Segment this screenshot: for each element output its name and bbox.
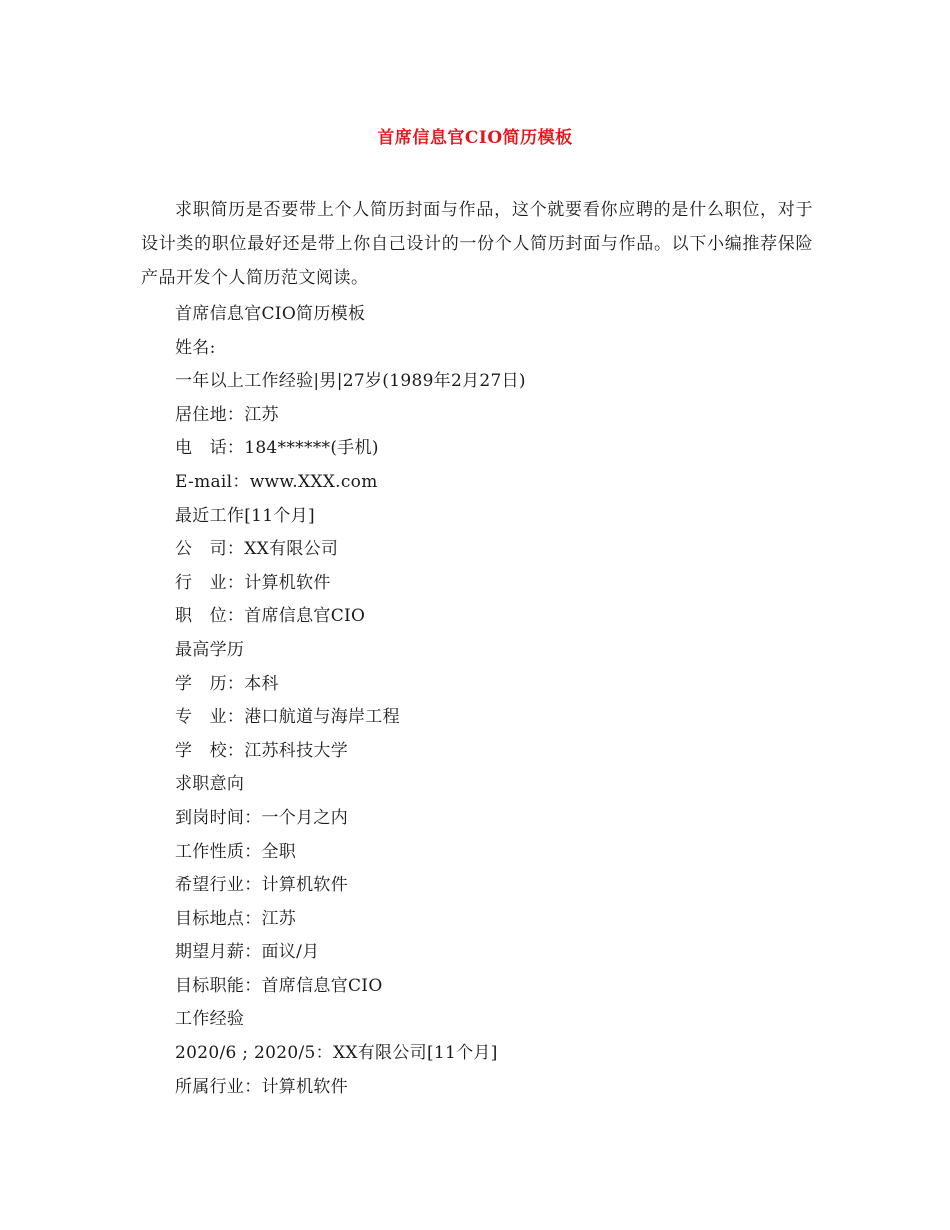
resume-line: 2020/6 ; 2020/5：XX有限公司[11个月]	[175, 1043, 498, 1064]
resume-line: 期望月薪：面议/月	[175, 942, 320, 963]
resume-line: 工作经验	[175, 1009, 245, 1030]
resume-line: 工作性质：全职	[175, 841, 297, 862]
resume-line: 所属行业：计算机软件	[175, 1076, 348, 1097]
resume-line: 姓名:	[175, 337, 216, 358]
intro-paragraph: 求职简历是否要带上个人简历封面与作品，这个就要看你应聘的是什么职位，对于设计类的职位最好还是带上你自己设计的一份个人简历封面与作品。以下小编推荐保险产品开发个人简历范文阅读。	[141, 200, 813, 288]
resume-line: 职 位：首席信息官CIO	[175, 606, 366, 627]
resume-line: 到岗时间：一个月之内	[175, 807, 348, 828]
resume-line: E-mail：www.XXX.com	[175, 471, 378, 492]
resume-line: 首席信息官CIO简历模板	[175, 304, 366, 324]
resume-lines	[175, 298, 526, 1104]
resume-line: 学 历：本科	[175, 673, 279, 694]
resume-line: 专 业：港口航道与海岸工程	[175, 707, 400, 728]
resume-line: 学 校：江苏科技大学	[175, 740, 348, 761]
resume-line: 电 话：184******(手机)	[175, 438, 379, 459]
resume-line: 目标地点：江苏	[175, 908, 297, 929]
document-title: 首席信息官CIO简历模板	[377, 128, 573, 148]
resume-line: 居住地：江苏	[175, 404, 279, 425]
resume-line: 最近工作[11个月]	[175, 505, 315, 526]
resume-line: 行 业：计算机软件	[175, 572, 331, 593]
resume-line: 公 司：XX有限公司	[175, 539, 339, 560]
resume-line: 希望行业：计算机软件	[175, 875, 348, 896]
resume-line: 一年以上工作经验|男|27岁(1989年2月27日)	[175, 371, 526, 392]
resume-line: 最高学历	[175, 639, 245, 660]
resume-line: 目标职能：首席信息官CIO	[175, 975, 383, 996]
resume-line: 求职意向	[175, 774, 245, 795]
